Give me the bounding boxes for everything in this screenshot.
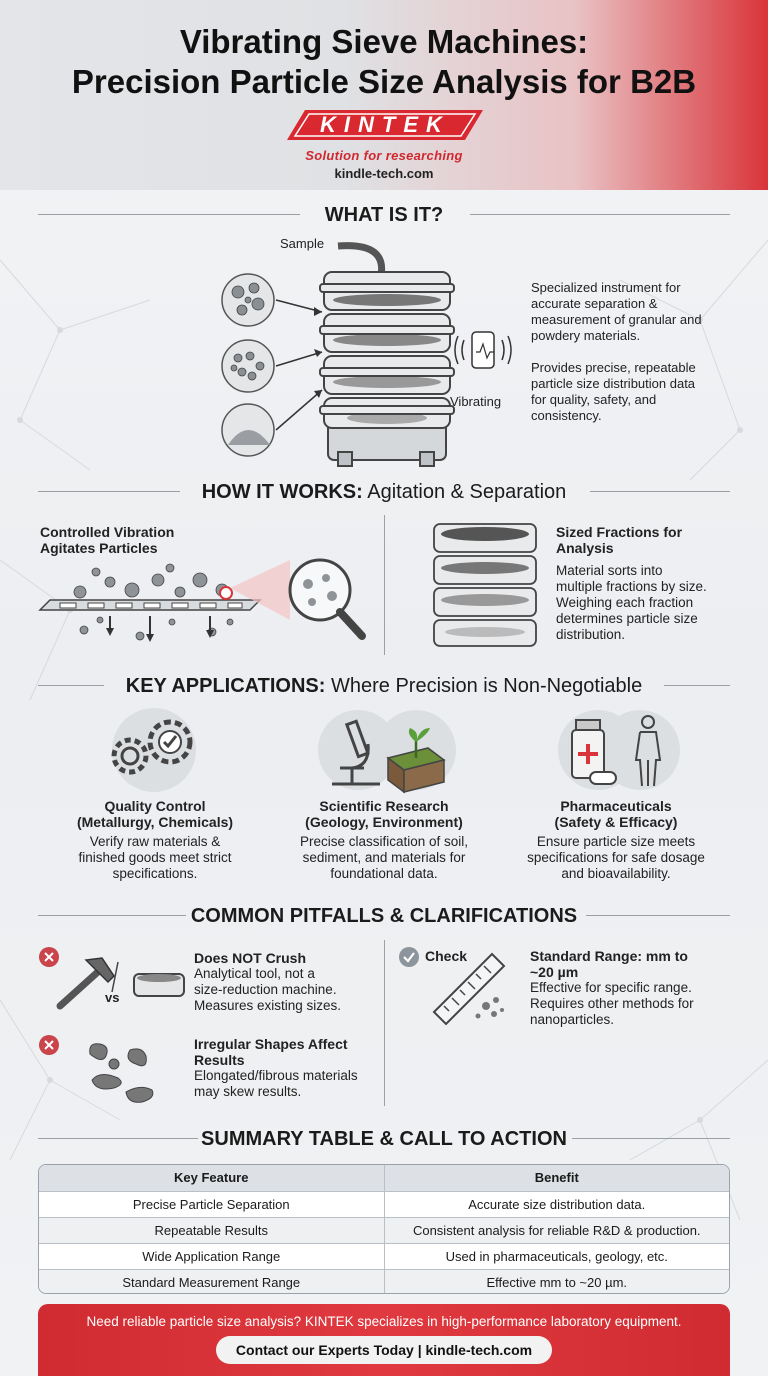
table-cell: Precise Particle Separation	[39, 1191, 384, 1217]
title-line-1: Vibrating Sieve Machines:	[179, 23, 589, 60]
logo-text: KINTEK	[320, 112, 450, 137]
table-row	[39, 1269, 729, 1294]
how-right-desc: Material sorts into multiple fractions by size. Weighing each fraction determines particle size distribution.	[556, 563, 707, 642]
kintek-logo	[287, 108, 483, 142]
title-line-2: Precision Particle Size Analysis for B2B	[71, 63, 697, 100]
contact-experts-button[interactable]: Contact our Experts Today | kindle-tech.com	[216, 1336, 552, 1364]
how-divider	[384, 515, 385, 655]
page-title	[0, 22, 768, 102]
check-label: Check	[425, 948, 468, 964]
sieve-stack-illustration	[220, 240, 530, 470]
ruler-particles-icon	[430, 948, 510, 1028]
summary-table	[38, 1164, 730, 1294]
column-header: Key Feature	[39, 1165, 384, 1191]
pitfall-standard-range: Standard Range: mm to ~20 µm Effective for specific range. Requires other methods for nanoparticles.	[530, 948, 694, 1027]
vibration-mesh-illustration	[40, 560, 370, 650]
sized-fractions-illustration	[430, 516, 542, 652]
table-cell: Wide Application Range	[39, 1243, 384, 1269]
how-left-title: Controlled Vibration Agitates Particles	[40, 524, 175, 556]
vs-label: vs	[105, 990, 120, 1005]
gear-check-icon	[96, 708, 212, 792]
tagline: Solution for researching	[305, 148, 463, 163]
table-cell: Repeatable Results	[39, 1217, 384, 1243]
vibrating-label: Vibrating	[450, 394, 502, 409]
pitfall-irregular-shapes: Irregular Shapes Affect Results Elongated/fibrous materials may skew results.	[194, 1036, 358, 1099]
table-cell: Standard Measurement Range	[39, 1269, 384, 1294]
table-row	[39, 1217, 729, 1243]
what-is-it-title: WHAT IS IT?	[324, 204, 444, 226]
what-is-it-desc-1: Specialized instrument for accurate separation & measurement of granular and powdery materials.	[531, 280, 702, 343]
what-is-it-desc-2: Provides precise, repeatable particle size distribution data for quality, safety, and consistency.	[531, 360, 696, 423]
section-applications-heading: KEY APPLICATIONS: Where Precision is Non-Negotiable	[38, 673, 730, 699]
table-header-row	[39, 1165, 729, 1191]
check-icon	[398, 946, 420, 968]
header-banner	[0, 0, 768, 190]
application-pharmaceuticals: Pharmaceuticals (Safety & Efficacy) Ensure particle size meets specifications for safe dosage and bioavailability.	[527, 798, 705, 881]
footer-message: Need reliable particle size analysis? KINTEK specializes in high-performance laboratory equipment.	[86, 1314, 682, 1329]
sample-label: Sample	[280, 236, 325, 251]
table-cell: Consistent analysis for reliable R&D & production.	[384, 1217, 729, 1243]
section-summary-heading: SUMMARY TABLE & CALL TO ACTION	[38, 1126, 730, 1152]
footer-cta-banner	[38, 1304, 730, 1376]
table-cell: Effective mm to ~20 µm.	[384, 1269, 729, 1294]
cross-icon	[38, 1034, 60, 1056]
column-header: Benefit	[384, 1165, 729, 1191]
medicine-body-icon	[556, 708, 682, 792]
microscope-soil-icon	[312, 708, 458, 792]
application-scientific-research: Scientific Research (Geology, Environment) Precise classification of soil, sediment, and materials for foundational data.	[299, 798, 469, 881]
table-row	[39, 1243, 729, 1269]
header-website: kindle-tech.com	[334, 166, 434, 181]
hammer-vs-sieve-icon	[56, 952, 186, 1014]
table-cell: Used in pharmaceuticals, geology, etc.	[384, 1243, 729, 1269]
irregular-particles-icon	[84, 1040, 164, 1106]
pitfall-does-not-crush: Does NOT Crush Analytical tool, not a size-reduction machine. Measures existing sizes.	[194, 950, 342, 1013]
table-row	[39, 1191, 729, 1217]
how-right-title: Sized Fractions for Analysis	[556, 524, 683, 556]
section-how-it-works-heading: HOW IT WORKS: Agitation & Separation	[38, 479, 730, 505]
application-quality-control: Quality Control (Metallurgy, Chemicals) Verify raw materials & finished goods meet strict specifications.	[76, 798, 234, 881]
table-cell: Accurate size distribution data.	[384, 1191, 729, 1217]
section-pitfalls-heading: COMMON PITFALLS & CLARIFICATIONS	[38, 903, 730, 929]
section-what-is-it-heading	[38, 202, 730, 228]
pitfalls-divider	[384, 940, 385, 1106]
